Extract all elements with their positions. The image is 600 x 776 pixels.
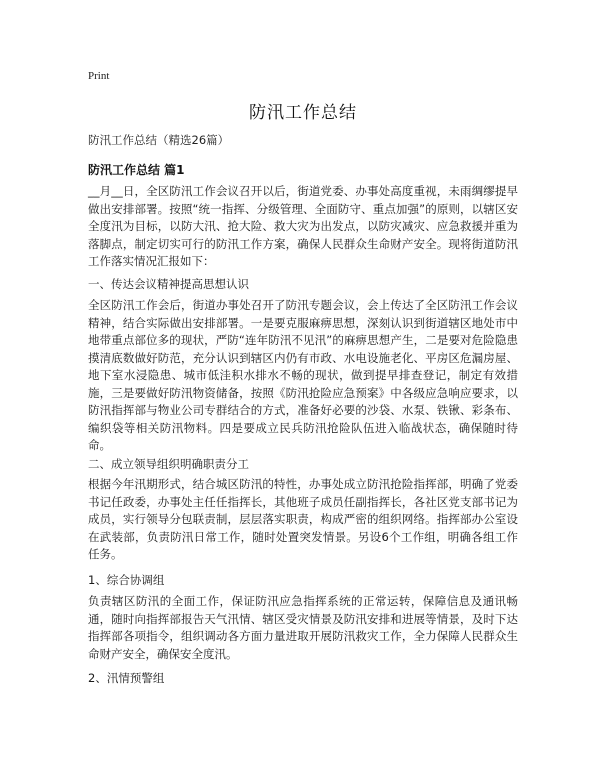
document-subtitle: 防汛工作总结（精选26篇） — [88, 133, 230, 147]
print-label: Print — [88, 70, 110, 82]
intro-paragraph: __月__日，全区防汛工作会议召开以后，街道党委、办事处高度重视，未雨绸缪提早做出安排部署。按照“统一指挥、分级管理、全面防守、重点加强”的原则，以辖区安全度汛为目标，以防大汛、抢大险、救大灾为出发点，以防灾减灾、应急救援并重为落脚点，制定切实可行的防汛工作方案，确保人民群众生命财产安全。现将街道防汛工作落实情况汇报如下： — [88, 184, 518, 268]
heading-meeting-spirit: 一、传达会议精神提高思想认识 — [88, 277, 249, 291]
organization-paragraph: 根据今年汛期形式，结合城区防汛的特性，办事处成立防汛抢险指挥部，明确了党委书记任政委，办事处主任任指挥长，其他班子成员任副指挥长，各社区党支部书记为成员，实行领导分包联责制，层层落实职责，构成严密的组织网络。指挥部办公室设在武装部，负责防汛日常工作，随时处置突发情景。另设6个工作组，明确各组工作任务。 — [88, 477, 518, 561]
meeting-paragraph: 全区防汛工作会后，街道办事处召开了防汛专题会议，会上传达了全区防汛工作会议精神，结合实际做出安排部署。一是要克服麻痹思想，深刻认识到街道辖区地处市中地带重点部位多的现状，严防“连年防汛不见汛”的麻痹思想产生，二是要对危险隐患摸清底数做好防范，充分认识到辖区内仍有市政、水电设施老化、平房区危漏房屋、地下室水浸隐患、城市低洼积水排水不畅的现状，做到提早排查登记，制定有效措施，三是要做好防汛物资储备，按照《防汛抢险应急预案》中各级应急响应要求，以防汛指挥部与物业公司专群结合的方式，准备好必要的沙袋、水泵、铁锹、彩条布、编织袋等相关防汛物料。四是要成立民兵防汛抢险队伍进入临战状态，确保随时待命。 — [88, 298, 518, 452]
heading-coordination-group: 1、综合协调组 — [88, 573, 165, 587]
section-title: 防汛工作总结 篇1 — [88, 163, 185, 177]
heading-warning-group: 2、汛情预警组 — [88, 671, 165, 685]
coordination-paragraph: 负责辖区防汛的全面工作，保证防汛应急指挥系统的正常运转，保障信息及通讯畅通，随时向指挥部报告天气汛情、辖区受灾情景及防汛安排和进展等情景，及时下达指挥部各项指令，组织调动各方面力量进取开展防汛救灾工作，全力保障人民群众生命财产安全，确保安全度汛。 — [88, 594, 518, 661]
heading-organization: 二、成立领导组织明确职责分工 — [88, 457, 249, 471]
document-title: 防汛工作总结 — [249, 103, 357, 123]
